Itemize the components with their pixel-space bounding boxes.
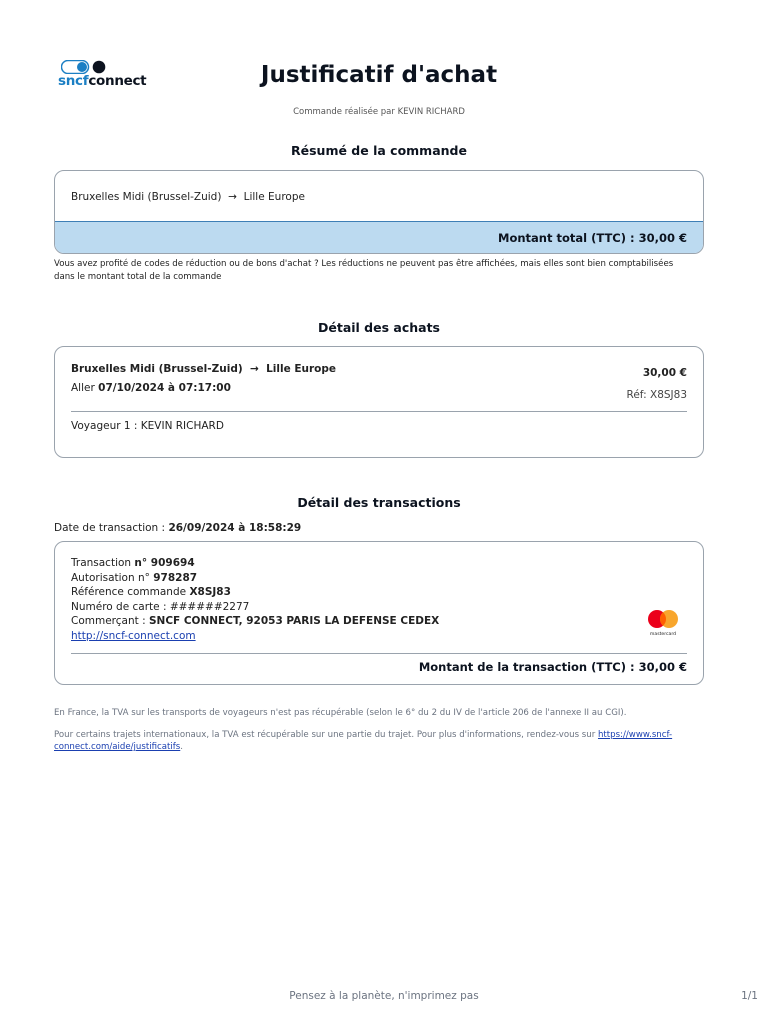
outbound-datetime: Aller 07/10/2024 à 07:17:00 xyxy=(71,382,231,394)
page-title: Justificatif d'achat xyxy=(260,62,498,88)
purchase-price: 30,00 € xyxy=(642,367,687,379)
summary-card xyxy=(54,170,704,254)
divider xyxy=(71,653,687,654)
merchant: Commerçant : SNCF CONNECT, 92053 PARIS LA DEFENSE CEDEX xyxy=(71,615,440,628)
vat-note: En France, la TVA sur les transports de voyageurs n'est pas récupérable (selon le 6° du 2 du IV de l'article 206 de l'annexe II au CGI). xyxy=(54,708,627,718)
arrow-right-icon: → xyxy=(249,363,259,375)
transaction-total: Montant de la transaction (TTC) : 30,00 € xyxy=(418,660,687,674)
mastercard-icon xyxy=(645,609,681,637)
purchase-ref: Réf: X8SJ83 xyxy=(626,389,687,401)
traveler: Voyageur 1 : KEVIN RICHARD xyxy=(71,420,224,432)
ordered-by: Commande réalisée par KEVIN RICHARD xyxy=(293,107,465,117)
order-reference: Référence commande X8SJ83 xyxy=(71,586,231,599)
page-number: 1/1 xyxy=(741,990,758,1002)
svg-text:mastercard: mastercard xyxy=(649,632,677,637)
transaction-card xyxy=(54,541,704,685)
purchase-card xyxy=(54,346,704,458)
discount-note: Vous avez profité de codes de réduction ou de bons d'achat ? Les réductions ne peuvent pas être affichées, mais elles sont bien comptabilisées dans le montant total de la commande xyxy=(54,259,674,282)
summary-route: Bruxelles Midi (Brussel-Zuid) → Lille Europe xyxy=(71,191,305,203)
authorization-number: Autorisation n° 978287 xyxy=(71,571,198,584)
logo-wordmark: sncfconnect xyxy=(58,73,147,89)
total-band xyxy=(55,221,703,253)
transaction-number: Transaction n° 909694 xyxy=(71,557,195,569)
card-number: Numéro de carte : ######2277 xyxy=(71,600,250,613)
summary-total: Montant total (TTC) : 30,00 € xyxy=(498,231,687,245)
summary-heading: Résumé de la commande xyxy=(291,143,467,158)
transactions-heading: Détail des transactions xyxy=(297,495,461,510)
purchase-route: Bruxelles Midi (Brussel-Zuid) → Lille Europe xyxy=(71,363,337,375)
purchase-heading: Détail des achats xyxy=(318,320,440,335)
print-notice: Pensez à la planète, n'imprimez pas xyxy=(289,990,479,1002)
arrow-right-icon: → xyxy=(228,191,237,203)
merchant-link[interactable]: http://sncf-connect.com xyxy=(71,629,196,642)
transaction-date: Date de transaction : 26/09/2024 à 18:58:29 xyxy=(54,522,302,534)
help-link[interactable]: https://www.sncf-connect.com/aide/justificatifs xyxy=(54,730,673,752)
international-note: Pour certains trajets internationaux, la TVA est récupérable sur une partie du trajet. Pour plus d'informations, rendez-vous sur https://www.sncf-connect.com/aide/justificatifs. xyxy=(54,730,673,752)
divider xyxy=(71,411,687,412)
